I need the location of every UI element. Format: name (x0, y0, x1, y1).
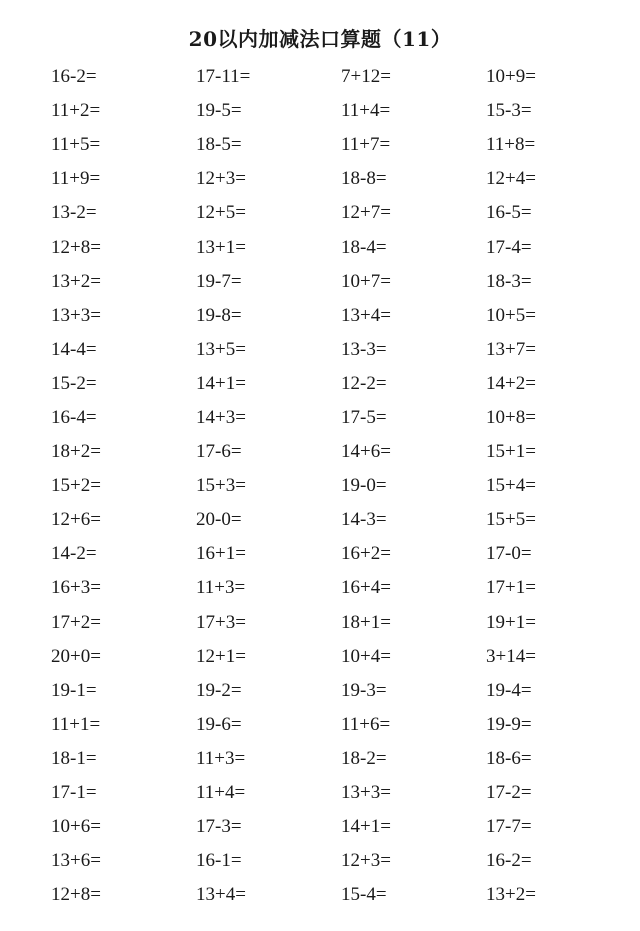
problem-cell: 19-6= (196, 713, 242, 735)
problem-cell: 17-7= (486, 816, 532, 838)
problem-cell: 18-6= (486, 747, 532, 769)
problem-row (51, 230, 631, 264)
problem-cell: 18-4= (341, 236, 387, 258)
problem-cell: 16-5= (486, 202, 532, 224)
problem-cell: 11+3= (196, 577, 246, 599)
problem-cell: 16+1= (196, 543, 246, 565)
problem-cell: 17+1= (486, 577, 536, 599)
problem-cell: 15+2= (51, 475, 101, 497)
problem-row (51, 333, 631, 367)
problem-cell: 13+5= (196, 338, 246, 360)
problem-cell: 20+0= (51, 645, 101, 667)
problem-cell: 11+6= (341, 713, 391, 735)
problem-cell: 13+2= (486, 884, 536, 906)
problem-cell: 12+8= (51, 884, 101, 906)
problem-grid (51, 60, 631, 912)
problem-row (51, 128, 631, 162)
problem-cell: 12+5= (196, 202, 246, 224)
problem-cell: 15-2= (51, 372, 97, 394)
problem-cell: 10+7= (341, 270, 391, 292)
problem-row (51, 60, 631, 94)
problem-cell: 13+4= (341, 304, 391, 326)
problem-cell: 19-7= (196, 270, 242, 292)
problem-cell: 18+1= (341, 611, 391, 633)
problem-cell: 17-2= (486, 782, 532, 804)
problem-cell: 14+1= (196, 372, 246, 394)
problem-cell: 17-3= (196, 816, 242, 838)
problem-row (51, 469, 631, 503)
problem-cell: 19-9= (486, 713, 532, 735)
problem-cell: 15+4= (486, 475, 536, 497)
problem-cell: 11+7= (341, 134, 391, 156)
problem-cell: 18+2= (51, 441, 101, 463)
problem-cell: 18-2= (341, 747, 387, 769)
problem-row (51, 571, 631, 605)
problem-cell: 13-3= (341, 338, 387, 360)
problem-cell: 13+3= (341, 782, 391, 804)
problem-cell: 11+1= (51, 713, 101, 735)
problem-cell: 13+6= (51, 850, 101, 872)
problem-cell: 16-4= (51, 406, 97, 428)
problem-cell: 16-2= (51, 66, 97, 88)
problem-row (51, 265, 631, 299)
problem-row (51, 196, 631, 230)
problem-cell: 13+1= (196, 236, 246, 258)
problem-cell: 7+12= (341, 66, 391, 88)
problem-cell: 11+4= (196, 782, 246, 804)
problem-cell: 17-5= (341, 406, 387, 428)
problem-cell: 17+2= (51, 611, 101, 633)
problem-cell: 12+1= (196, 645, 246, 667)
problem-cell: 14-3= (341, 509, 387, 531)
problem-cell: 17-0= (486, 543, 532, 565)
problem-cell: 19-8= (196, 304, 242, 326)
problem-cell: 14+3= (196, 406, 246, 428)
problem-cell: 15+1= (486, 441, 536, 463)
problem-cell: 14+1= (341, 816, 391, 838)
problem-row (51, 94, 631, 128)
problem-row (51, 401, 631, 435)
problem-row (51, 537, 631, 571)
problem-cell: 12-2= (341, 372, 387, 394)
problem-cell: 13+4= (196, 884, 246, 906)
problem-cell: 18-5= (196, 134, 242, 156)
problem-cell: 17-6= (196, 441, 242, 463)
problem-cell: 10+5= (486, 304, 536, 326)
problem-row (51, 742, 631, 776)
problem-cell: 14-2= (51, 543, 97, 565)
problem-row (51, 299, 631, 333)
problem-cell: 15+5= (486, 509, 536, 531)
problem-cell: 12+8= (51, 236, 101, 258)
problem-cell: 17-1= (51, 782, 97, 804)
problem-cell: 19-2= (196, 679, 242, 701)
problem-cell: 16-1= (196, 850, 242, 872)
problem-cell: 11+4= (341, 100, 391, 122)
problem-cell: 17+3= (196, 611, 246, 633)
problem-cell: 16+4= (341, 577, 391, 599)
problem-cell: 15-4= (341, 884, 387, 906)
problem-cell: 19-3= (341, 679, 387, 701)
problem-cell: 10+6= (51, 816, 101, 838)
problem-row (51, 640, 631, 674)
problem-row (51, 844, 631, 878)
problem-cell: 18-8= (341, 168, 387, 190)
problem-cell: 14-4= (51, 338, 97, 360)
problem-cell: 19-5= (196, 100, 242, 122)
problem-cell: 19+1= (486, 611, 536, 633)
problem-cell: 17-11= (196, 66, 251, 88)
problem-cell: 10+8= (486, 406, 536, 428)
problem-row (51, 776, 631, 810)
problem-cell: 16-2= (486, 850, 532, 872)
problem-row (51, 606, 631, 640)
problem-cell: 13+3= (51, 304, 101, 326)
problem-row (51, 162, 631, 196)
problem-row (51, 435, 631, 469)
page-title: 20以内加减法口算题（11） (188, 27, 452, 51)
problem-cell: 12+6= (51, 509, 101, 531)
problem-cell: 13+7= (486, 338, 536, 360)
problem-cell: 11+9= (51, 168, 101, 190)
problem-cell: 13-2= (51, 202, 97, 224)
problem-cell: 12+3= (196, 168, 246, 190)
problem-cell: 11+2= (51, 100, 101, 122)
problem-cell: 19-0= (341, 475, 387, 497)
problem-row (51, 708, 631, 742)
problem-cell: 19-1= (51, 679, 97, 701)
problem-cell: 11+3= (196, 747, 246, 769)
problem-cell: 17-4= (486, 236, 532, 258)
problem-cell: 13+2= (51, 270, 101, 292)
problem-cell: 18-1= (51, 747, 97, 769)
problem-cell: 19-4= (486, 679, 532, 701)
problem-cell: 12+3= (341, 850, 391, 872)
problem-cell: 16+2= (341, 543, 391, 565)
problem-cell: 11+8= (486, 134, 536, 156)
problem-cell: 10+9= (486, 66, 536, 88)
problem-cell: 14+6= (341, 441, 391, 463)
problem-cell: 14+2= (486, 372, 536, 394)
problem-cell: 11+5= (51, 134, 101, 156)
problem-cell: 18-3= (486, 270, 532, 292)
problem-cell: 3+14= (486, 645, 536, 667)
problem-row (51, 810, 631, 844)
problem-cell: 20-0= (196, 509, 242, 531)
problem-row (51, 878, 631, 912)
problem-cell: 16+3= (51, 577, 101, 599)
problem-cell: 15-3= (486, 100, 532, 122)
problem-cell: 12+4= (486, 168, 536, 190)
problem-cell: 10+4= (341, 645, 391, 667)
problem-cell: 15+3= (196, 475, 246, 497)
problem-row (51, 367, 631, 401)
problem-cell: 12+7= (341, 202, 391, 224)
problem-row (51, 674, 631, 708)
problem-row (51, 503, 631, 537)
